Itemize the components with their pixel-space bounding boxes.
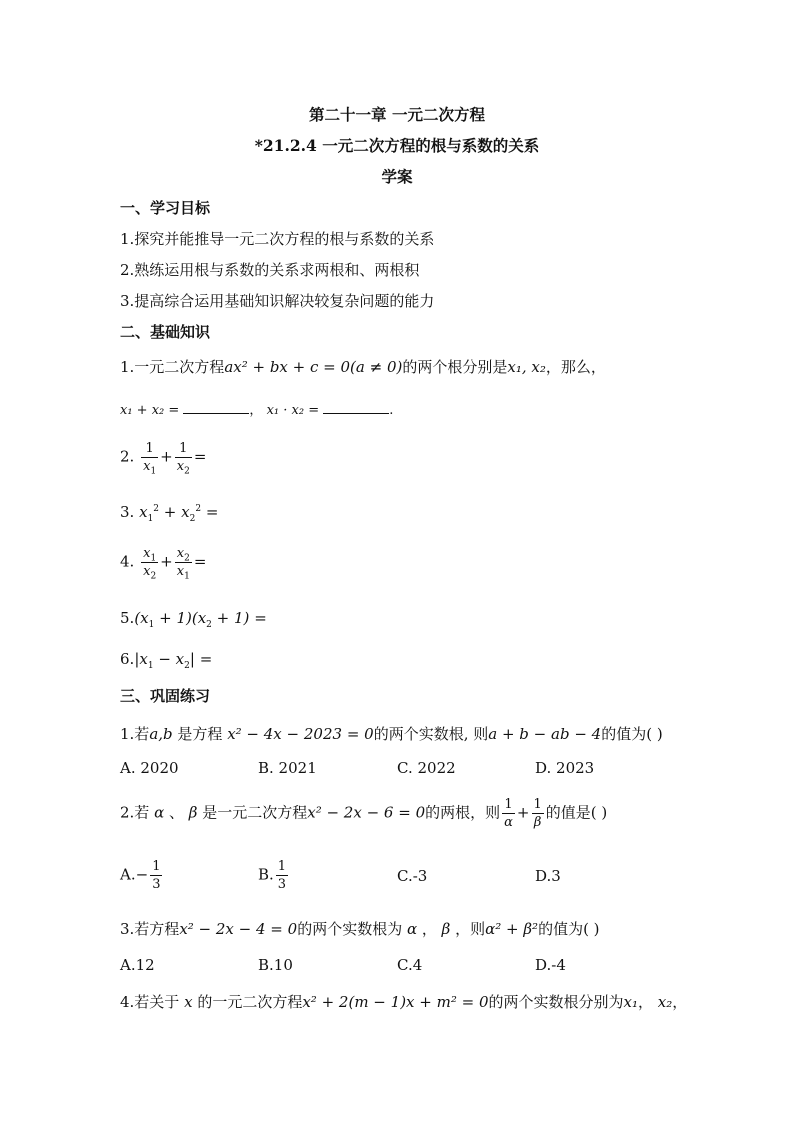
q1-prefix: 1.一元二次方程 <box>120 358 225 376</box>
p1-vars: a,b <box>149 725 173 743</box>
q3-expression: $x_1^2 + x_2^2$ <box>139 503 202 524</box>
document-type: 学案 <box>381 167 413 186</box>
goal-item-3: 3.提高综合运用基础知识解决较复杂问题的能力 <box>120 292 435 310</box>
p3-prefix: 3.若方程 <box>120 920 180 938</box>
q2-number: 2. <box>120 447 135 466</box>
basics-question-5 <box>120 609 267 630</box>
p4-equation: x² + 2(m − 1)x + m² = 0 <box>302 993 489 1011</box>
p3-option-a[interactable]: A.12 <box>120 956 155 974</box>
q1-product-blank[interactable] <box>323 401 389 414</box>
p4-comma: ， <box>638 993 658 1011</box>
basics-question-1-blanks <box>120 399 393 418</box>
basics-question-1 <box>120 356 606 377</box>
p3-option-d[interactable]: D.-4 <box>535 956 566 974</box>
section-heading-goals: 一、学习目标 <box>120 199 211 217</box>
p2-option-b[interactable]: B. $\frac{1}{3}$ <box>258 859 287 892</box>
p2-mid2: 的两根，则 <box>425 803 501 822</box>
q1-equation: ax² + bx + c = 0(a ≠ 0) <box>224 358 403 376</box>
fraction-one-third-a: $\frac{1}{3}$ <box>152 859 161 892</box>
p1-option-b[interactable]: B. 2021 <box>258 759 317 777</box>
practice-question-4 <box>120 991 687 1012</box>
p2-option-d[interactable]: D.3 <box>535 867 561 885</box>
p4-root-1: x₁ <box>623 993 638 1011</box>
fraction-one-over-x1: $\frac{1}{x_1}$ <box>143 441 157 477</box>
goal-item-2: 2.熟练运用根与系数的关系求两根和、两根积 <box>120 261 420 279</box>
p3-expression: α² + β² <box>485 920 539 938</box>
basics-question-3 <box>120 503 219 524</box>
p4-mid: 的一元二次方程 <box>192 993 303 1011</box>
p4-root-2: x₂ <box>657 993 673 1011</box>
fraction-one-third-b: $\frac{1}{3}$ <box>277 859 287 892</box>
fraction-one-over-x2: $\frac{1}{x_2}$ <box>176 441 190 477</box>
fraction-x1-over-x2: $\frac{x_1}{x_2}$ <box>143 546 157 582</box>
p4-var: x <box>184 993 193 1011</box>
p4-prefix: 4.若关于 <box>120 993 185 1011</box>
p1-option-c[interactable]: C. 2022 <box>397 759 456 777</box>
q5-expression: $(x_1 + 1)(x_2 + 1)$ <box>134 609 250 630</box>
section-title: *21.2.4 一元二次方程的根与系数的关系 <box>254 136 540 155</box>
p2-sep: 、 <box>164 803 189 822</box>
q2-equals: = <box>193 447 207 466</box>
p1-expression: a + b − ab − 4 <box>488 725 602 743</box>
q4-equals: = <box>193 552 207 571</box>
p1-suffix: 的值为( ) <box>601 725 663 743</box>
p2-suffix: 的值是( ) <box>545 803 608 822</box>
q6-number: 6. <box>120 650 135 668</box>
p1-prefix: 1.若 <box>120 725 150 743</box>
p2-option-a[interactable]: A.− $\frac{1}{3}$ <box>120 859 161 892</box>
section-heading-practice: 三、巩固练习 <box>120 687 211 705</box>
p2-option-c[interactable]: C.-3 <box>397 867 428 885</box>
q5-number: 5. <box>120 609 135 627</box>
q1-end: . <box>389 403 394 418</box>
p3-equation: x² − 2x − 4 = 0 <box>179 920 298 938</box>
practice-question-3 <box>120 918 600 939</box>
p1-option-d[interactable]: D. 2023 <box>535 759 595 777</box>
p2-prefix: 2.若 <box>120 803 155 822</box>
q1-sum-blank[interactable] <box>183 401 249 414</box>
p2-alpha: α <box>154 803 165 822</box>
q4-number: 4. <box>120 552 135 571</box>
p1-mid2: 的两个实数根, 则 <box>373 725 489 743</box>
q1-roots: x₁, x₂ <box>507 358 546 376</box>
p3-comma: ， <box>417 920 442 938</box>
p3-alpha: α <box>406 920 418 938</box>
fraction-one-over-beta: $\frac{1}{\beta}$ <box>533 797 542 830</box>
q1-suffix: ，那么， <box>545 358 606 376</box>
p4-end: ， <box>672 993 688 1011</box>
p3-option-c[interactable]: C.4 <box>397 956 423 974</box>
p3-mid2: ，则 <box>450 920 486 938</box>
p1-option-a[interactable]: A. 2020 <box>120 759 179 777</box>
basics-question-4: 4. $\frac{x_1}{x_2}$ + $\frac{x_2}{x_1}$ = <box>120 546 207 582</box>
q6-equals: = <box>199 650 213 668</box>
q3-equals: = <box>205 503 219 521</box>
p3-beta: β <box>441 920 451 938</box>
p3-suffix: 的值为( ) <box>538 920 600 938</box>
fraction-x2-over-x1: $\frac{x_2}{x_1}$ <box>176 546 190 582</box>
p2-beta: β <box>188 803 198 822</box>
q6-expression: $|x_1 - x_2|$ <box>134 650 195 671</box>
q1-product-expr: x₁ · x₂ = <box>266 403 320 418</box>
section-heading-basics: 二、基础知识 <box>120 323 211 341</box>
fraction-one-over-alpha: $\frac{1}{\alpha}$ <box>504 797 513 830</box>
p1-equation: x² − 4x − 2023 = 0 <box>227 725 374 743</box>
p3-mid: 的两个实数根为 <box>297 920 407 938</box>
chapter-title: 第二十一章 一元二次方程 <box>309 105 485 124</box>
p3-option-b[interactable]: B.10 <box>258 956 293 974</box>
basics-question-2: 2. $\frac{1}{x_1}$ + $\frac{1}{x_2}$ = <box>120 441 207 477</box>
p1-mid: 是方程 <box>172 725 228 743</box>
p2-mid: 是一元二次方程 <box>197 803 308 822</box>
p4-mid2: 的两个实数根分别为 <box>488 993 624 1011</box>
q1-sum-expr: x₁ + x₂ = <box>120 403 180 418</box>
basics-question-6 <box>120 650 213 671</box>
goal-item-1: 1.探究并能推导一元二次方程的根与系数的关系 <box>120 230 435 248</box>
practice-question-1 <box>120 723 663 744</box>
q5-equals: = <box>254 609 267 627</box>
q1-mid: 的两个根分别是 <box>402 358 508 376</box>
q3-number: 3. <box>120 503 135 521</box>
practice-question-2: 2.若 α 、 β 是一元二次方程x² − 2x − 6 = 0的两根，则 $\frac{1}{\alpha}$ + $\frac{1}{\beta}$ 的值是( ) <box>120 797 608 830</box>
q1-separator: ， <box>249 403 263 418</box>
p2-equation: x² − 2x − 6 = 0 <box>307 803 426 822</box>
